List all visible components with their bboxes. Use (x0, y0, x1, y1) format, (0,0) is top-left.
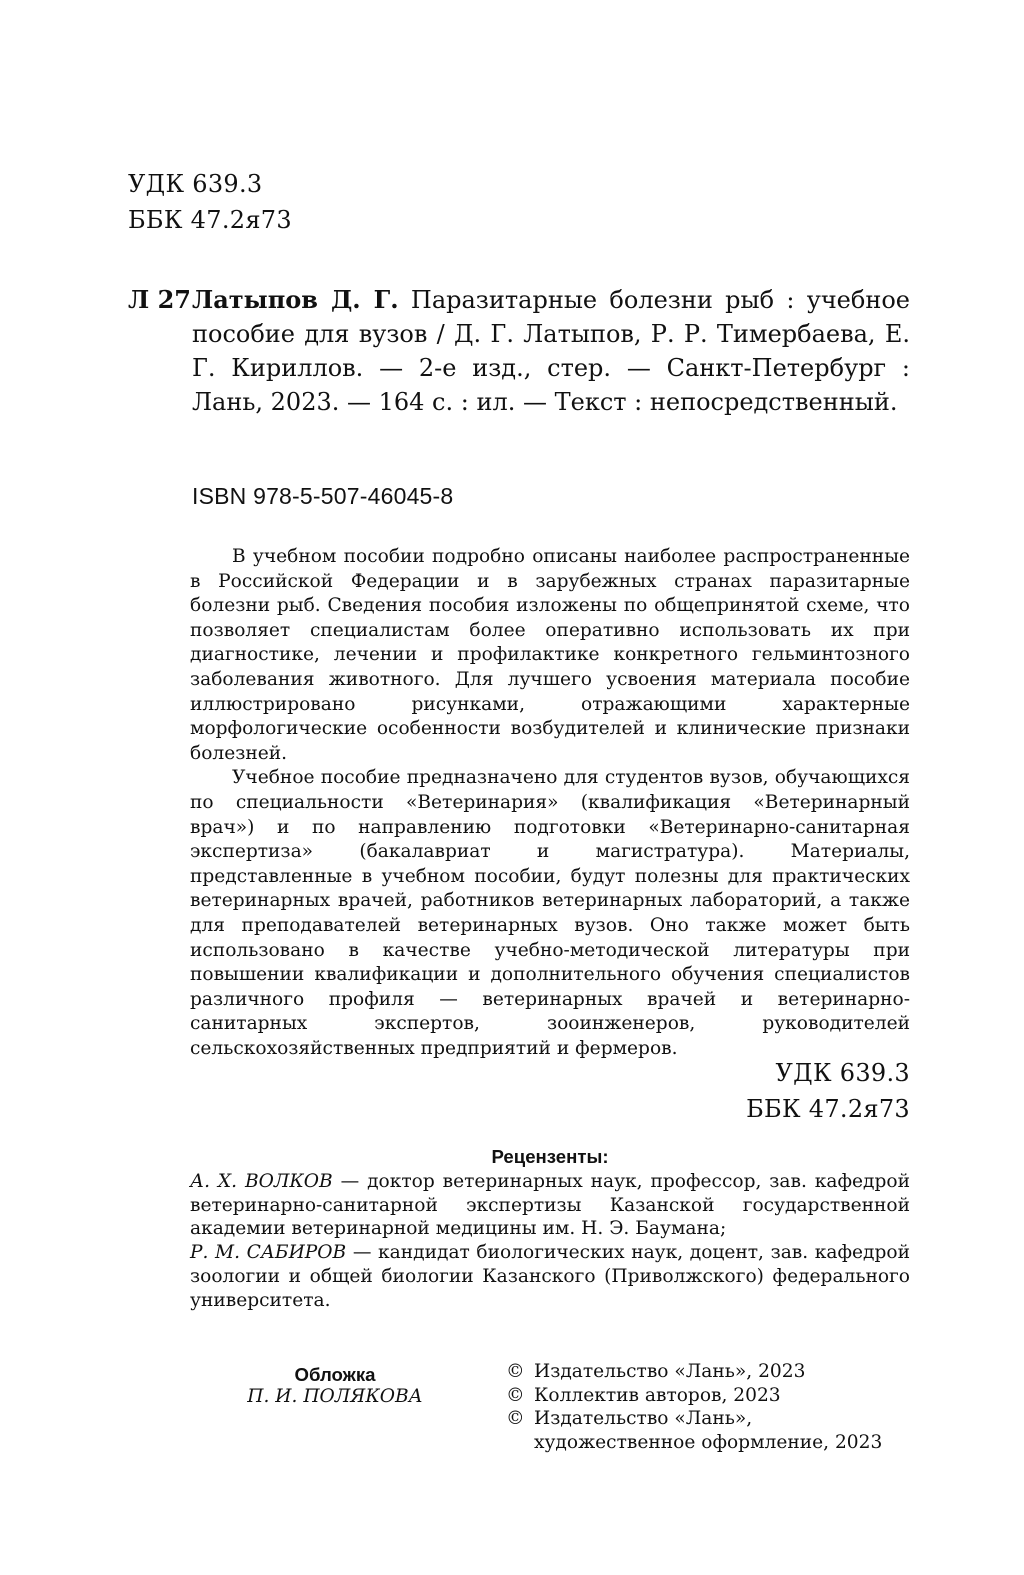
author-sign: Л 27 (128, 285, 191, 314)
copyright-block (500, 1360, 920, 1454)
udk-code-bottom: УДК 639.3 (775, 1059, 910, 1087)
copyright-text-4: художественное оформление, 2023 (534, 1431, 883, 1453)
cover-designer: П. И. ПОЛЯКОВА (247, 1386, 423, 1407)
bibliographic-entry (128, 283, 910, 419)
copyright-text-1: Издательство «Лань», 2023 (534, 1361, 806, 1382)
copyright-icon: © (506, 1408, 525, 1429)
copyright-text-2: Коллектив авторов, 2023 (534, 1384, 781, 1406)
copyright-text-3: Издательство «Лань», (534, 1408, 753, 1429)
reviewers (190, 1145, 910, 1313)
reviewer-2-info: — кандидат биологических наук, доцент, зав. кафедрой зоологии и общей биологии Казанского (Приволжского) федерального университета. (190, 1242, 911, 1311)
cover-credit (220, 1364, 450, 1408)
reviewer-2 (190, 1241, 910, 1312)
bbk-code: ББК 47.2я73 (128, 206, 292, 234)
copyright-icon: © (506, 1361, 525, 1382)
annotation-paragraph-2: Учебное пособие предназначено для студентов вузов, обучающихся по специальности «Ветеринария» (квалификация «Ветеринарный врач») и по направлению подготовки «Ветеринарно-санитарная экспертиза» (бакалавриат и магистратура). Материалы, представленные в учебном пособии, будут полезны для практических ветеринарных врачей, работников ветеринарных лабораторий, а также для преподавателей ветеринарных вузов. Оно также может быть использовано в качестве учебно-методической литературы при повышении квалификации и дополнительного обучения специалистов различного профиля — ветеринарных врачей и ветеринарно-санитарных экспертов, зооинженеров, руководителей сельскохозяйственных предприятий и фермеров. (190, 767, 910, 1059)
udk-code: УДК 639.3 (128, 170, 263, 198)
annotation-paragraph-1: В учебном пособии подробно описаны наиболее распространенные в Российской Федерации и в зарубежных странах паразитарные болезни рыб. Сведения пособия изложены по общепринятой схеме, что позволяет специалистам более оперативно использовать их при диагностике, лечении и профилактике конкретного гельминтозного заболевания животного. Для лучшего усвоения материала пособие иллюстрировано рисунками, отражающими характерные морфологические особенности возбудителей и клинические признаки болезней. (190, 546, 910, 764)
reviewer-1-info: — доктор ветеринарных наук, профессор, зав. кафедрой ветеринарно-санитарной экспертизы Казанской государственной академии ветеринарной медицины им. Н. Э. Баумана; (190, 1170, 910, 1240)
copyright-icon: © (506, 1384, 525, 1406)
copyright-line-3 (500, 1407, 920, 1431)
reviewer-2-name: Р. М. САБИРОВ (190, 1242, 347, 1264)
reviewer-1 (190, 1170, 910, 1241)
copyright-line-4 (500, 1431, 920, 1455)
classification-codes-bottom (746, 1055, 910, 1127)
classification-codes-top (128, 166, 292, 238)
reviewers-heading: Рецензенты: (491, 1146, 609, 1167)
entry-description: Паразитарные болезни рыб : учебное пособие для вузов / Д. Г. Латыпов, Р. Р. Тимербаева, Е. Г. Кириллов. — 2-е изд., стер. — Санкт-Петербург : Лань, 2023. — 164 с. : ил. — Текст : непосредственный. (192, 286, 910, 416)
annotation (190, 545, 910, 1061)
copyright-line-2 (500, 1384, 920, 1408)
copyright-line-1 (500, 1360, 920, 1384)
bibliographic-description (192, 283, 910, 419)
bbk-code-bottom: ББК 47.2я73 (746, 1095, 910, 1123)
reviewer-1-name: А. Х. ВОЛКОВ (190, 1170, 333, 1192)
entry-author: Латыпов Д. Г. (192, 285, 399, 314)
cover-label: Обложка (294, 1364, 376, 1385)
isbn: ISBN 978-5-507-46045-8 (192, 483, 454, 509)
